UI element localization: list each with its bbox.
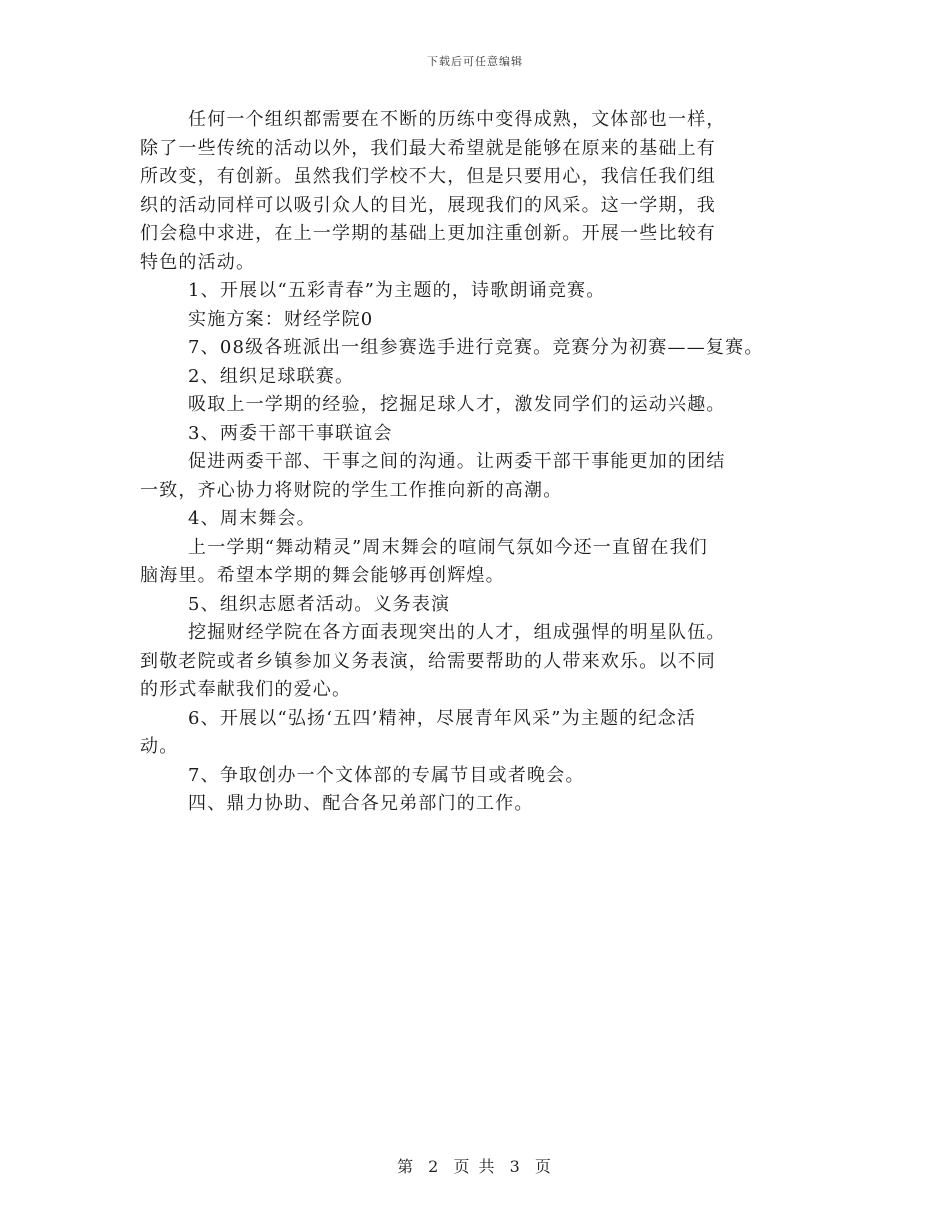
document-body	[140, 106, 840, 819]
footer-current-page: 2	[428, 1157, 441, 1176]
paragraph-line: 促进两委干部、干事之间的沟通。让两委干部干事能更加的团结	[188, 451, 726, 472]
paragraph-line: 6、开展以“弘扬‘五四’精神，尽展青年风采”为主题的纪念活	[188, 707, 697, 729]
paragraph-line: 1、开展以“五彩青春”为主题的，诗歌朗诵竞赛。	[188, 280, 606, 301]
paragraph-line: 四、鼎力协助、配合各兄弟部门的工作。	[188, 793, 534, 814]
paragraph-line: 上一学期“舞动精灵”周末舞会的喧闹气氛如今还一直留在我们	[188, 536, 709, 558]
paragraph-line: 7、08级各班派出一组参赛选手进行竞赛。竞赛分为初赛——复赛。	[188, 337, 764, 358]
page-header-note: 下载后可任意编辑	[427, 55, 523, 68]
paragraph-line: 吸取上一学期的经验，挖掘足球人才，激发同学们的运动兴趣。	[188, 394, 726, 415]
paragraph-line: 4、周末舞会。	[188, 508, 316, 529]
paragraph-line: 脑海里。希望本学期的舞会能够再创辉煌。	[140, 565, 505, 586]
paragraph-line: 实施方案：财经学院0	[188, 308, 374, 330]
paragraph-line: 的形式奉献我们的爱心。	[140, 679, 352, 700]
paragraph-line: 任何一个组织都需要在不断的历练中变得成熟，文体部也一样，	[188, 109, 726, 130]
paragraph-line: 所改变，有创新。虽然我们学校不大，但是只要用心，我信任我们组	[140, 166, 716, 187]
paragraph-line: 7、争取创办一个文体部的专属节目或者晚会。	[188, 764, 585, 786]
footer-total-pages: 3	[509, 1157, 522, 1176]
page-footer	[0, 1154, 950, 1177]
paragraph-line: 挖掘财经学院在各方面表现突出的人才，组成强悍的明星队伍。	[188, 622, 726, 643]
footer-middle: 页 共	[453, 1157, 497, 1176]
paragraph-line: 们会稳中求进，在上一学期的基础上更加注重创新。开展一些比较有	[140, 223, 716, 244]
paragraph-line: 动。	[140, 736, 179, 757]
paragraph-line: 一致，齐心协力将财院的学生工作推向新的高潮。	[140, 479, 563, 501]
paragraph-line: 3、两委干部干事联谊会	[188, 422, 393, 444]
footer-prefix: 第	[397, 1157, 416, 1176]
footer-suffix: 页	[534, 1157, 553, 1176]
paragraph-line: 除了一些传统的活动以外，我们最大希望就是能够在原来的基础上有	[140, 137, 716, 159]
paragraph-line: 特色的活动。	[140, 251, 256, 273]
paragraph-line: 5、组织志愿者活动。义务表演	[188, 593, 451, 615]
paragraph-line: 到敬老院或者乡镇参加义务表演，给需要帮助的人带来欢乐。以不同	[140, 650, 716, 672]
paragraph-line: 织的活动同样可以吸引众人的目光，展现我们的风采。这一学期，我	[140, 194, 716, 216]
paragraph-line: 2、组织足球联赛。	[188, 365, 355, 387]
